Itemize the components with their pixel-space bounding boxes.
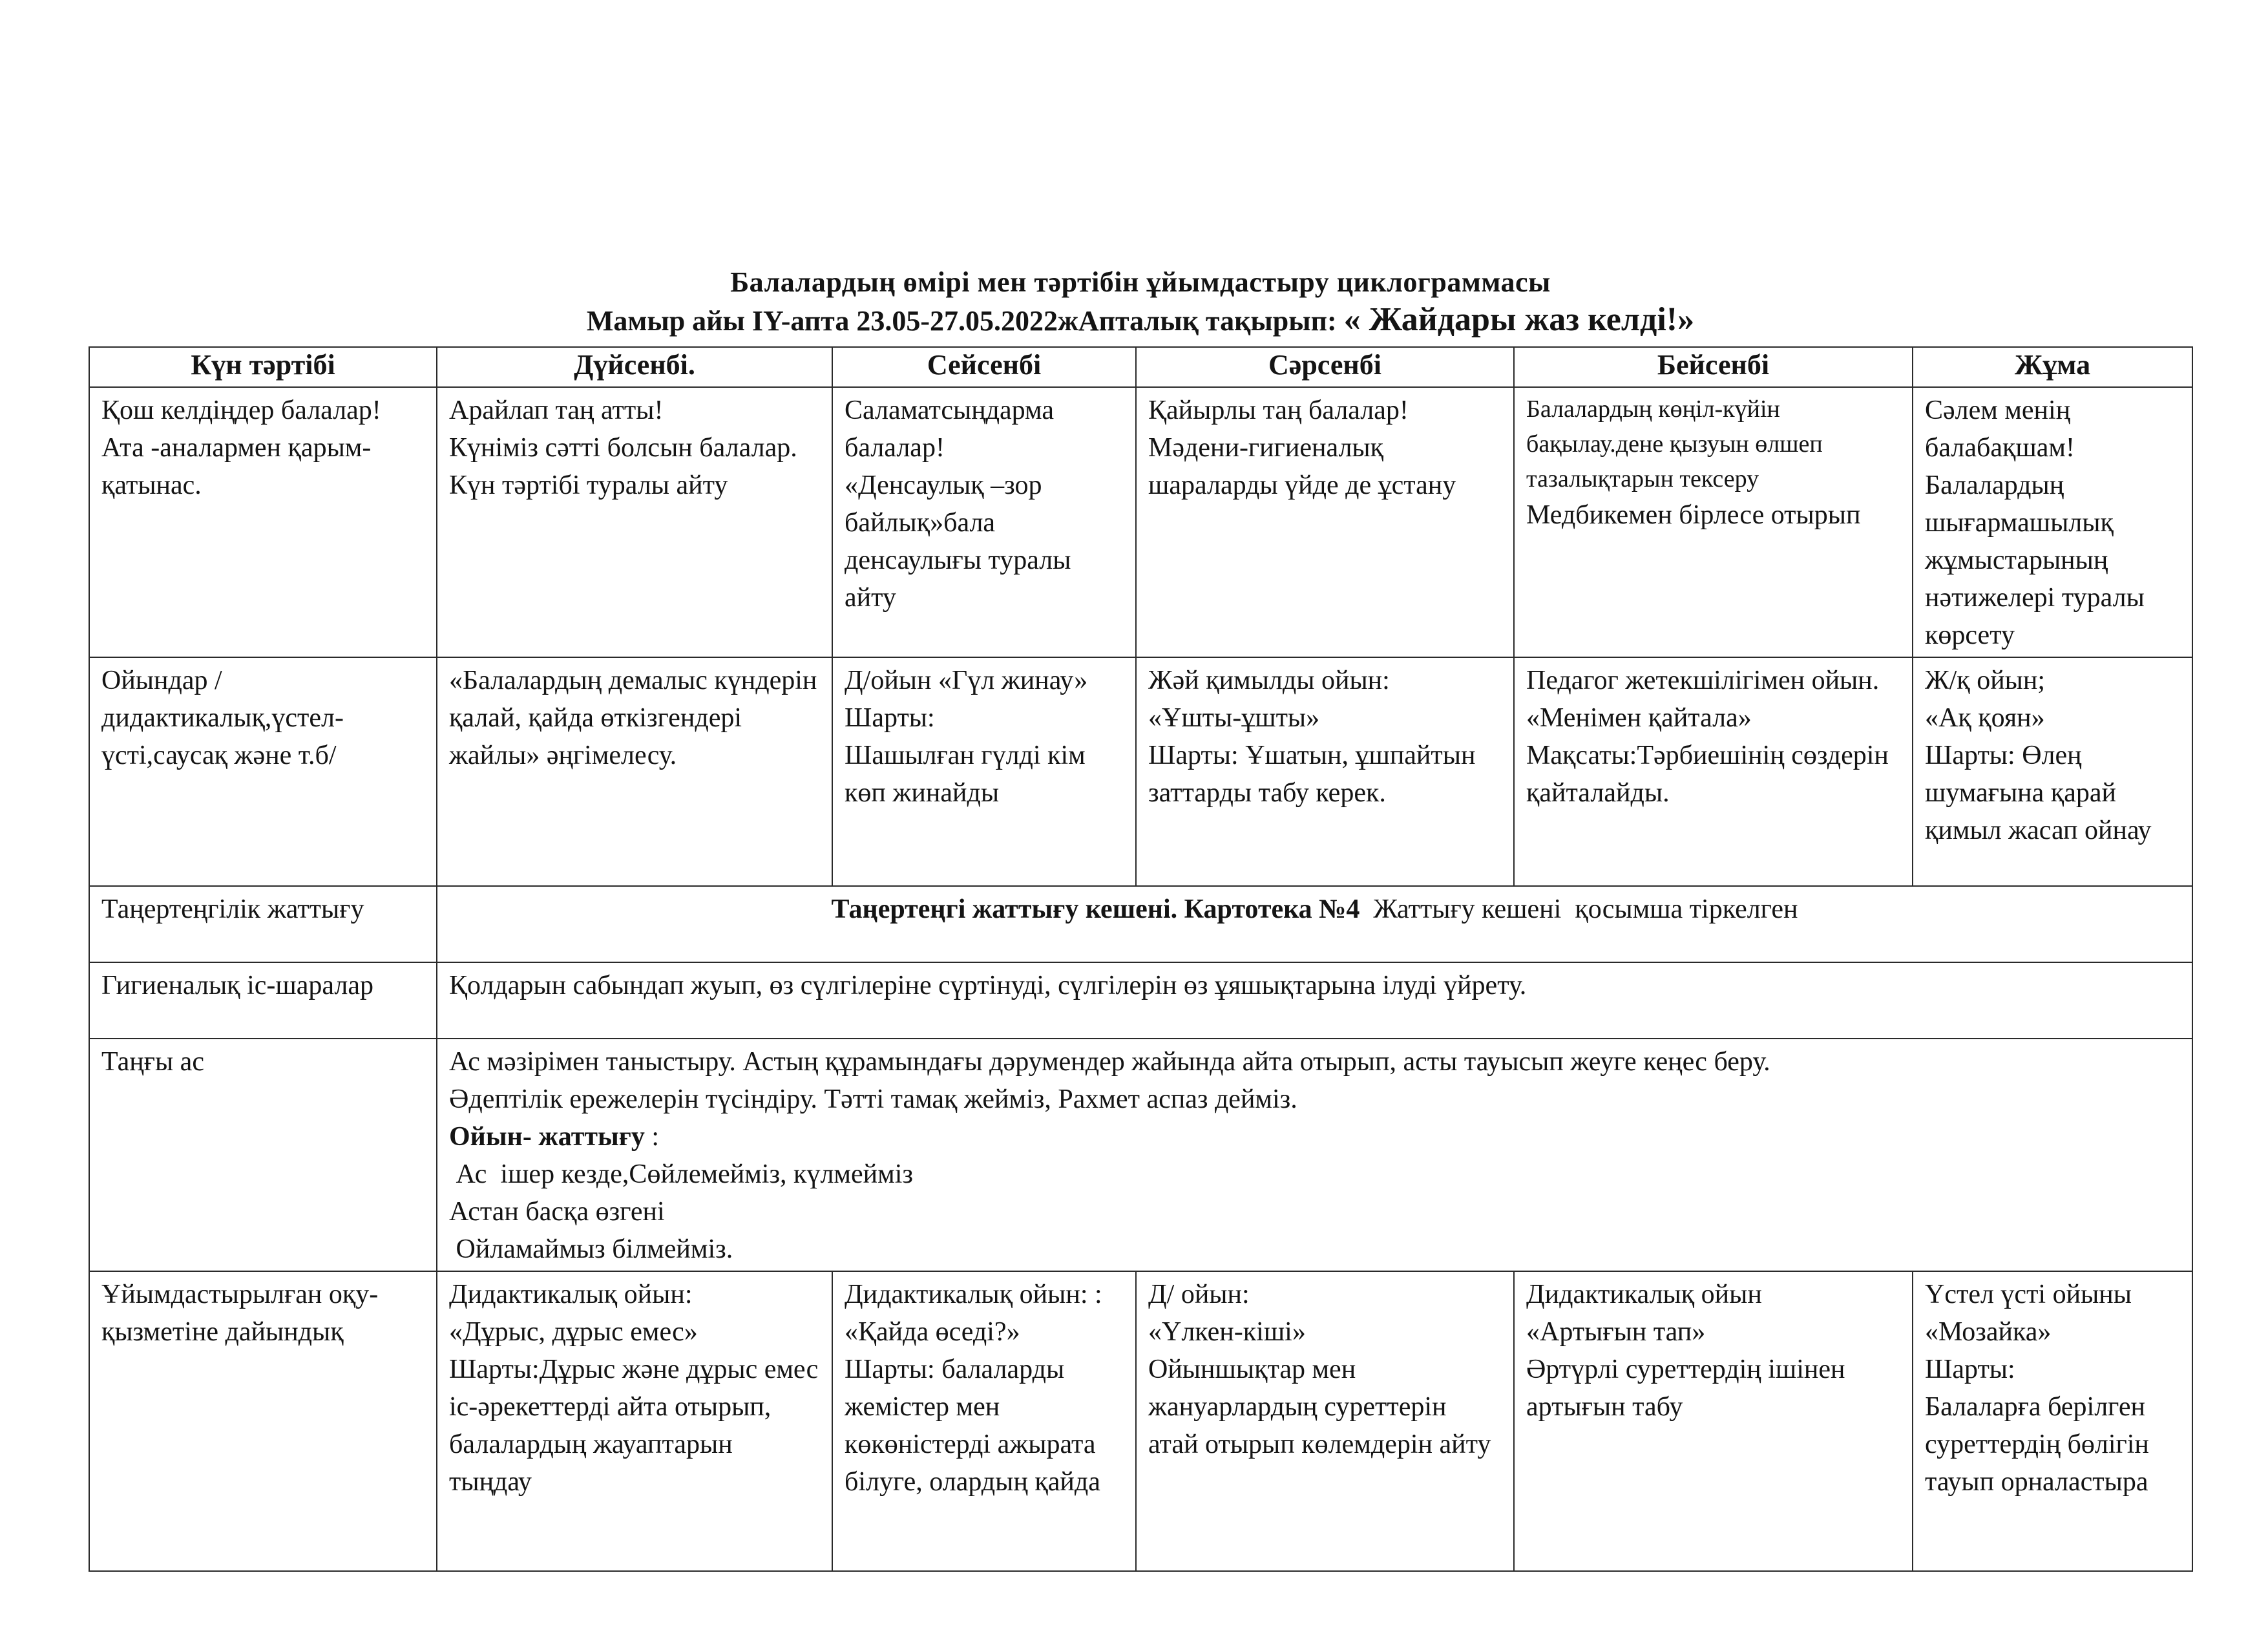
cell-thursday (1514, 657, 1913, 886)
cell-text: Дидактикалық ойын: : «Қайда өседі?» Шарты: балаларды жемістер мен көкөністерді ажырата білуге, олардың қайда (845, 1280, 1102, 1497)
cell-tuesday (832, 1271, 1136, 1571)
cell-text: Гигиеналық іс-шаралар (101, 971, 373, 1000)
cell-monday (437, 1271, 832, 1571)
breakfast-line-1: Ас мәзірімен таныстыру. Астың құрамындағы дәрумендер жайында айта отырып, асты тауысып жеуге кеңес беру. (449, 1047, 1770, 1077)
table-row-greeting (89, 387, 2192, 657)
cell-tuesday (832, 387, 1136, 657)
cell-monday (437, 387, 832, 657)
table-row-hygiene (89, 962, 2192, 1039)
cell-text: Д/ ойын: «Үлкен-кіші» Ойыншықтар мен жануарлардың суреттерін атай отырып көлемдерін айту (1148, 1280, 1491, 1459)
cell-thursday (1514, 387, 1913, 657)
cell-text: «Балалардың демалыс күндерін қалай, қайда өткізгендері жайлы» әңгімелесу. (449, 666, 817, 770)
cell-span (437, 1039, 2192, 1271)
cell-monday (437, 657, 832, 886)
cell-text-small: Балалардың көңіл-күйін бақылау.дене қызуын өлшеп тазалықтарын тексеру (1526, 396, 1823, 492)
cell-text: Саламатсыңдарма балалар! «Денсаулық –зор байлық»бала денсаулығы туралы айту (845, 396, 1071, 613)
cell-text: Таңертеңгілік жаттығу (101, 894, 364, 924)
table-row-games (89, 657, 2192, 886)
cell-text: Қайырлы таң балалар! Мәдени-гигиеналық шараларды үйде де ұстану (1148, 396, 1456, 500)
title-line-1: Балалардың өмірі мен тәртібін ұйымдастыру циклограммасы (730, 266, 1551, 298)
header-cell: Дүйсенбі. (437, 347, 832, 387)
exercise-text: Жаттығу кешені қосымша тіркелген (1360, 894, 1798, 924)
game-colon: : (644, 1122, 660, 1152)
cell-text: Ойындар /дидактикалық,үстел-үсті,саусақ және т.б/ (101, 666, 344, 770)
exercise-bold-text: Таңертеңгі жаттығу кешені. Картотека №4 (831, 894, 1360, 924)
schedule-table (89, 346, 2193, 1572)
cell-span (437, 886, 2192, 962)
cell-text: Үстел үсті ойыны «Мозайка» Шарты: Балаларға берілген суреттердің бөлігін тауып орналастыра (1925, 1280, 2149, 1497)
cell-text: Қош келдіңдер балалар! Ата -аналармен қарым-қатынас. (101, 396, 381, 500)
row-label (89, 387, 437, 657)
table-row-prep (89, 1271, 2192, 1571)
title-week-dates: Мамыр айы IY-апта 23.05-27.05.2022жАпталық тақырып: (586, 305, 1344, 337)
cell-text: Ұйымдастырылған оқу-қызметіне дайындық (101, 1280, 379, 1347)
cell-text: Таңғы ас (101, 1047, 204, 1077)
header-cell: Күн тәртібі (89, 347, 437, 387)
row-label (89, 1271, 437, 1571)
cell-span (437, 962, 2192, 1039)
cell-friday (1913, 657, 2192, 886)
cell-text: Сәлем менің балабақшам! Балалардың шығармашылық жұмыстарының нәтижелері туралы көрсету (1925, 396, 2145, 650)
cell-text: Жәй қимылды ойын: «Ұшты-ұшты» Шарты: Ұшатын, ұшпайтын заттарды табу керек. (1148, 666, 1476, 808)
header-row (89, 347, 2192, 387)
cell-wednesday (1136, 1271, 1514, 1571)
header-cell: Сейсенбі (832, 347, 1136, 387)
document-title (90, 264, 2190, 340)
cell-wednesday (1136, 657, 1514, 886)
header-cell: Сәрсенбі (1136, 347, 1514, 387)
cell-tuesday (832, 657, 1136, 886)
cell-thursday (1514, 1271, 1913, 1571)
cell-text: Д/ойын «Гүл жинау» Шарты: Шашылған гүлді кім көп жинайды (845, 666, 1088, 808)
row-label (89, 962, 437, 1039)
cell-text: Дидактикалық ойын: «Дұрыс, дұрыс емес» Шарты:Дұрыс және дұрыс емес іс-әрекеттерді айта отырып, балалардың жауаптарын тыңдау (449, 1280, 819, 1497)
row-label (89, 1039, 437, 1271)
title-line-2 (90, 301, 2190, 340)
row-label (89, 657, 437, 886)
breakfast-line-2: Әдептілік ережелерін түсіндіру. Тәтті тамақ жейміз, Рахмет аспаз дейміз. (449, 1084, 1297, 1114)
header-cell: Бейсенбі (1514, 347, 1913, 387)
cell-text: Дидактикалық ойын «Артығын тап» Әртүрлі суреттердің ішінен артығын табу (1526, 1280, 1845, 1422)
game-label: Ойын- жаттығу (449, 1122, 645, 1152)
cell-text: Педагог жетекшілігімен ойын. «Менімен қайтала» Мақсаты:Тәрбиешінің сөздерін қайталайды. (1526, 666, 1889, 808)
cell-friday (1913, 387, 2192, 657)
title-theme: « Жайдары жаз келді!» (1343, 301, 1695, 338)
row-label (89, 886, 437, 962)
cell-text: Ж/қ ойын; «Ақ қоян» Шарты: Өлең шумағына қарай қимыл жасап ойнау (1925, 666, 2152, 845)
breakfast-game-heading (449, 1118, 2180, 1156)
cell-friday (1913, 1271, 2192, 1571)
cell-text: Арайлап таң атты! Күніміз сәтті болсын балалар. Күн тәртібі туралы айту (449, 396, 797, 500)
verse-line-1: Ас ішер кезде,Сөйлемейміз, күлмейміз (449, 1159, 913, 1189)
verse-line-2: Астан басқа өзгені (449, 1197, 665, 1227)
header-cell: Жұма (1913, 347, 2192, 387)
table-row-exercise (89, 886, 2192, 962)
verse-line-3: Ойламаймыз білмейміз. (449, 1234, 733, 1264)
table-row-breakfast (89, 1039, 2192, 1271)
cell-wednesday (1136, 387, 1514, 657)
cell-text: Медбикемен бірлесе отырып (1526, 500, 1861, 530)
cell-text: Қолдарын сабындап жуып, өз сүлгілеріне сүртінуді, сүлгілерін өз ұяшықтарына ілуді үйрету. (449, 971, 1527, 1000)
